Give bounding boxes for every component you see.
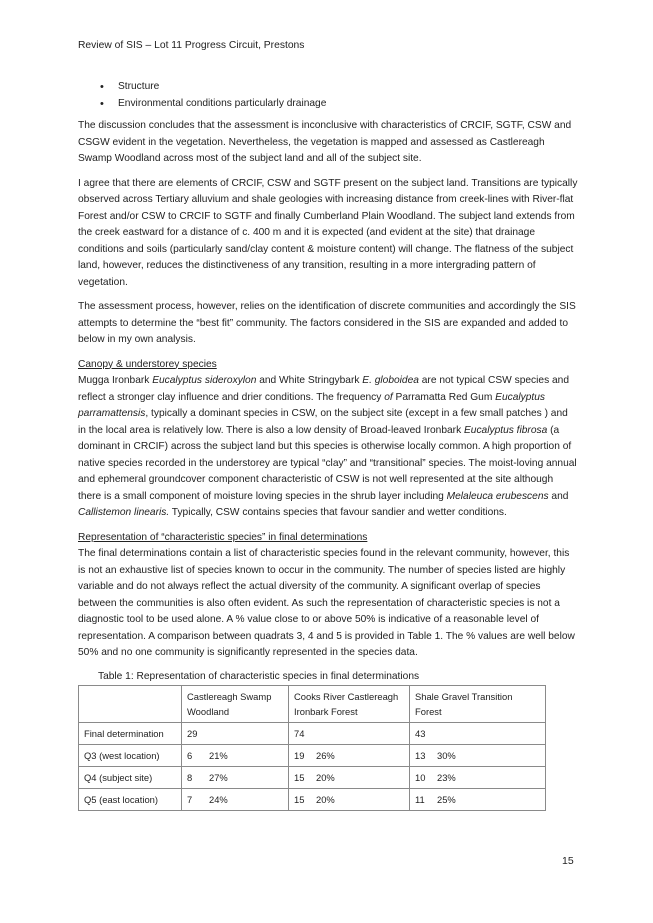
species-name: Callistemon linearis.	[78, 507, 170, 518]
row-label: Q3 (west location)	[79, 744, 182, 766]
column-header: Castlereagh Swamp Woodland	[182, 685, 289, 722]
row-label: Q5 (east location)	[79, 788, 182, 810]
page-body	[78, 79, 578, 811]
table-row	[79, 744, 546, 766]
table-row	[79, 788, 546, 810]
table-cell: 15 20%	[289, 766, 410, 788]
column-header: Cooks River Castlereagh Ironbark Forest	[289, 685, 410, 722]
representation-section	[78, 530, 578, 662]
table-cell: 13 30%	[410, 744, 546, 766]
species-representation-table	[78, 685, 546, 811]
row-label: Final determination	[79, 722, 182, 744]
canopy-paragraph: Mugga Ironbark Eucalyptus sideroxylon and White Stringybark E. globoidea are not typical CSW species and reflect a stronger clay influence and drier conditions. The frequency of Parramatta Red Gum Eucalyptus parramattensis, typically a dominant species in CSW, on the subject site (except in a few small patches ) and in the local area is relatively low. There is also a low density of Broad-leaved Ironbark Eucalyptus fibrosa (a dominant in CRCIF) across the subject land but this species is otherwise locally common. A high proportion of native species recorded in the understorey are typical “clay” and “transitional” species. The moist-loving annual and ephemeral groundcover component characteristic of CSW is not well represented at the site although there is a small component of moisture loving species in the shrub layer including Melaleuca erubescens and Callistemon linearis. Typically, CSW contains species that favour sandier and wetter conditions.	[78, 375, 577, 518]
table-cell: 10 23%	[410, 766, 546, 788]
species-name: Eucalyptus sideroxylon	[152, 375, 257, 386]
row-label: Q4 (subject site)	[79, 766, 182, 788]
species-name: Eucalyptus parramattensis	[78, 391, 546, 419]
bullet-item: • Structure	[78, 79, 578, 96]
page-number: 15	[562, 855, 574, 867]
species-name: Melaleuca erubescens	[446, 490, 549, 502]
table-corner-cell	[79, 685, 182, 722]
paragraph-agreement: I agree that there are elements of CRCIF, CSW and SGTF present on the subject land. Transitions are typically observed across Tertiary alluvium and shale geologies with increasing distance from creek-lines with River-flat Forest and/or CSW to CRCIF to SGTF and finally Cumberland Plain Woodland. The subject land extends from the creek eastward for a distance of c. 400 m and it is expected (and evident at the site) that drainage conditions and soils (particularly sand/clay content & moisture content) will change. The flatness of the subject land, however, reduces the distinctiveness of any transition, resulting in a more intergrading pattern of vegetation.	[78, 177, 578, 288]
table-cell: 19 26%	[289, 744, 410, 766]
table-cell: 6 21%	[182, 744, 289, 766]
paragraph-assessment-process: The assessment process, however, relies on the identification of discrete communities and accordingly the SIS attempts to determine the “best fit” community. The factors considered in the SIS are expanded and added to below in my own analysis.	[78, 301, 576, 345]
table-cell: 11 25%	[410, 788, 546, 810]
column-header: Shale Gravel Transition Forest	[410, 685, 546, 722]
table-row	[79, 766, 546, 788]
table-caption: Table 1: Representation of characteristic species in final determinations	[98, 670, 420, 682]
paragraph-conclusion: The discussion concludes that the assessment is inconclusive with characteristics of CRCIF, SGTF, CSW and CSGW evident in the vegetation. Nevertheless, the vegetation is mapped and assessed as Castlereagh Swamp Woodland across most of the subject land and all of the subject site.	[78, 120, 572, 164]
table-header-row	[79, 685, 546, 722]
table-cell: 43	[410, 722, 546, 744]
table-cell: 15 20%	[289, 788, 410, 810]
representation-heading: Representation of “characteristic species” in final determinations	[78, 531, 368, 543]
canopy-heading: Canopy & understorey species	[78, 358, 217, 370]
table-cell: 74	[289, 722, 410, 744]
running-header: Review of SIS – Lot 11 Progress Circuit, Prestons	[78, 40, 305, 51]
bullet-item: • Environmental conditions particularly drainage	[78, 96, 578, 113]
table-cell: 29	[182, 722, 289, 744]
table-cell: 8 27%	[182, 766, 289, 788]
representation-paragraph: The final determinations contain a list of characteristic species found in the relevant community, however, this is not an exhaustive list of species known to occur in the community. The number of species listed are highly variable and do not always reflect the actual diversity of the community. A significant overlap of species between the communities is also often evident. As such the representation of characteristic species is not a diagnostic tool to be used alone. A % value close to or above 50% is indicative of a reasonable level of representation. A comparison between quadrats 3, 4 and 5 is provided in Table 1. The % values are well below 50% and no one community is significantly represented in the species data.	[78, 548, 575, 658]
species-name: E. globoidea	[362, 375, 419, 386]
table-row	[79, 722, 546, 744]
table-cell: 7 24%	[182, 788, 289, 810]
species-name: Eucalyptus fibrosa	[464, 424, 548, 436]
bullet-list	[78, 79, 578, 112]
canopy-section	[78, 357, 578, 522]
